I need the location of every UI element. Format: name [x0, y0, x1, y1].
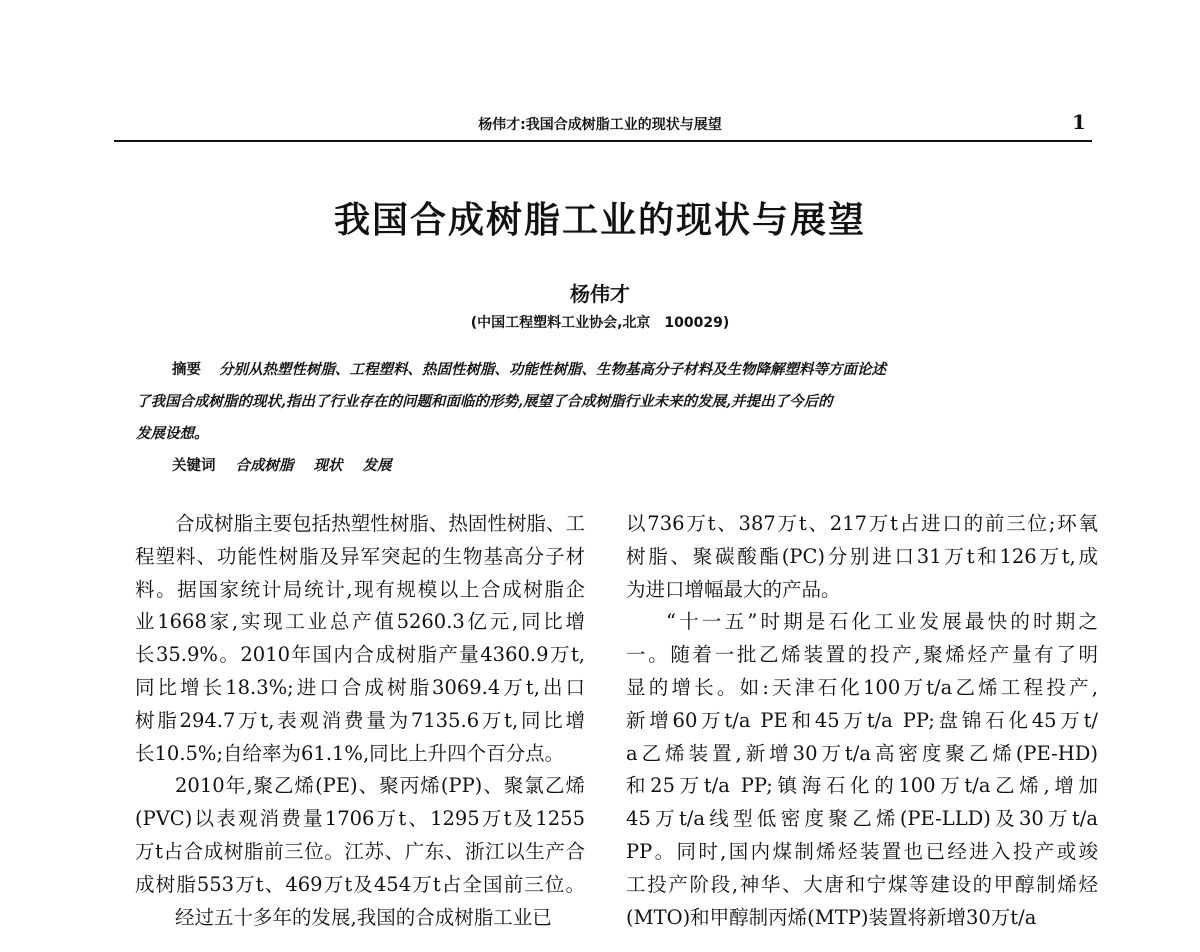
keywords — [136, 450, 1056, 482]
right-column — [626, 508, 1098, 934]
running-header: 杨伟才:我国合成树脂工业的现状与展望 — [478, 117, 722, 133]
keywords-label: 关键词 — [172, 458, 216, 474]
text-line: 经过五十多年的发展,我国的合成树脂工业已 — [175, 905, 552, 929]
text-line: 新增60万t/a PE和45万t/a PP;盘锦石化45万t/ — [626, 708, 1098, 732]
text-line: (MTO)和甲醇制丙烯(MTP)装置将新增30万t/a — [626, 905, 1037, 929]
keyword: 现状 — [313, 457, 343, 474]
text-line: 成树脂553万t、469万t及454万t占全国前三位。 — [135, 872, 585, 896]
text-line: PP。同时,国内煤制烯烃装置也已经进入投产或竣 — [626, 839, 1098, 863]
left-column — [135, 508, 585, 934]
abstract-line: 分别从热塑性树脂、工程塑料、热固性树脂、功能性树脂、生物基高分子材料及生物降解塑料等方面论述 — [219, 361, 886, 378]
text-line: 45万t/a线型低密度聚乙烯(PE-LLD)及30万t/a — [626, 807, 1098, 831]
text-line: 业1668家,实现工业总产值5260.3亿元,同比增 — [135, 610, 585, 634]
text-line: 合成树脂主要包括热塑性树脂、热固性树脂、工 — [175, 512, 585, 535]
page-number: 1 — [1072, 110, 1086, 134]
text-line: 和25万t/a PP;镇海石化的100万t/a乙烯,增加 — [626, 774, 1098, 798]
text-line: 为进口增幅最大的产品。 — [626, 577, 841, 601]
keyword: 发展 — [362, 457, 392, 474]
text-line: a乙烯装置,新增30万t/a高密度聚乙烯(PE-HD) — [626, 741, 1098, 765]
text-line: 料。据国家统计局统计,现有规模以上合成树脂企 — [135, 577, 585, 601]
abstract-line: 发展设想。 — [136, 425, 209, 442]
text-line: (PVC)以表观消费量1706万t、1295万t及1255 — [135, 807, 585, 831]
header-rule — [114, 140, 1092, 142]
text-line: 工投产阶段,神华、大唐和宁煤等建设的甲醇制烯烃 — [626, 872, 1098, 896]
article-title: 我国合成树脂工业的现状与展望 — [333, 200, 866, 241]
text-line: 以736万t、387万t、217万t占进口的前三位;环氧 — [626, 512, 1098, 535]
abstract — [136, 354, 1056, 482]
text-line: 一。随着一批乙烯装置的投产,聚烯烃产量有了明 — [626, 643, 1098, 667]
abstract-line: 了我国合成树脂的现状,指出了行业存在的问题和面临的形势,展望了合成树脂行业未来的发展,并提出了今后的 — [136, 393, 833, 410]
author: 杨伟才 — [570, 282, 630, 306]
text-line: 树脂294.7万t,表观消费量为7135.6万t,同比增 — [135, 708, 585, 732]
text-line: 万t占合成树脂前三位。江苏、广东、浙江以生产合 — [135, 839, 585, 863]
text-line: 长35.9%。2010年国内合成树脂产量4360.9万t, — [135, 643, 585, 667]
affiliation: (中国工程塑料工业协会,北京 100029) — [470, 315, 730, 331]
text-line: 树脂、聚碳酸酯(PC)分别进口31万t和126万t,成 — [626, 544, 1098, 568]
text-line: “十一五”时期是石化工业发展最快的时期之 — [666, 610, 1098, 634]
text-line: 显的增长。如:天津石化100万t/a乙烯工程投产, — [626, 675, 1098, 699]
keyword: 合成树脂 — [235, 457, 294, 474]
text-line: 2010年,聚乙烯(PE)、聚丙烯(PP)、聚氯乙烯 — [175, 774, 585, 798]
text-line: 程塑料、功能性树脂及异军突起的生物基高分子材 — [135, 544, 585, 568]
abstract-label: 摘要 — [172, 362, 201, 378]
text-line: 长10.5%;自给率为61.1%,同比上升四个百分点。 — [135, 741, 565, 765]
text-line: 同比增长18.3%;进口合成树脂3069.4万t,出口 — [135, 675, 585, 699]
